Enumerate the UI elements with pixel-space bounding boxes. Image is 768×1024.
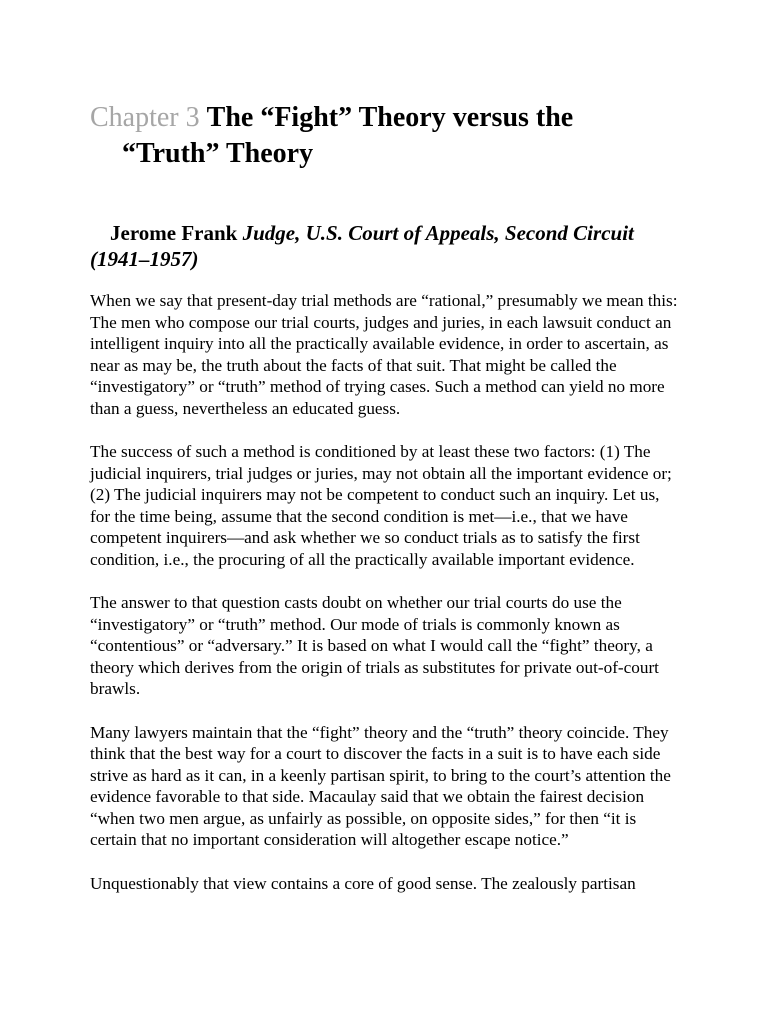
body-text: [90, 290, 678, 916]
paragraph: The answer to that question casts doubt on whether our trial courts do use the “investigatory” or “truth” method. Our mode of trials is commonly known as “contentious” or “adversary.” It is based on what I would call the “fight” theory, a theory which derives from the origin of trials as substitutes for private out-of-court brawls.: [90, 593, 659, 698]
author-name: Jerome Frank: [110, 221, 238, 245]
paragraph: Many lawyers maintain that the “fight” theory and the “truth” theory coincide. They think that the best way for a court to discover the facts in a suit is to have each side strive as hard as it can, in a keenly partisan spirit, to bring to the court’s attention the evidence favorable to that side. Macaulay said that we obtain the fairest decision “when two men argue, as unfairly as possible, on opposite sides,” for then “it is certain that no important consideration will altogether escape notice.”: [90, 722, 671, 849]
chapter-heading: [90, 100, 690, 172]
chapter-title-line-1: The “Fight” Theory versus the: [206, 102, 574, 133]
author-byline: [90, 220, 690, 272]
paragraph: Unquestionably that view contains a core of good sense. The zealously partisan: [90, 873, 636, 893]
paragraph: The success of such a method is conditioned by at least these two factors: (1) The judicial inquirers, trial judges or juries, may not obtain all the important evidence or; (2) The judicial inquirers may not be competent to conduct such an inquiry. Let us, for the time being, assume that the second condition is met—i.e., that we have competent inquirers—and ask whether we so conduct trials as to satisfy the first condition, i.e., the procuring of all the practically available important evidence.: [90, 442, 672, 569]
author-affiliation: Judge, U.S. Court of Appeals, Second Circuit (1941–1957): [90, 221, 634, 271]
chapter-title-line-2: “Truth” Theory: [122, 138, 314, 169]
chapter-label: Chapter 3: [90, 102, 200, 133]
paragraph: When we say that present-day trial methods are “rational,” presumably we mean this: The men who compose our trial courts, judges and juries, in each lawsuit conduct an intelligent inquiry into all the practically available evidence, in order to ascertain, as near as may be, the truth about the facts of that suit. That might be called the “investigatory” or “truth” method of trying cases. Such a method can yield no more than a guess, nevertheless an educated guess.: [90, 291, 678, 418]
